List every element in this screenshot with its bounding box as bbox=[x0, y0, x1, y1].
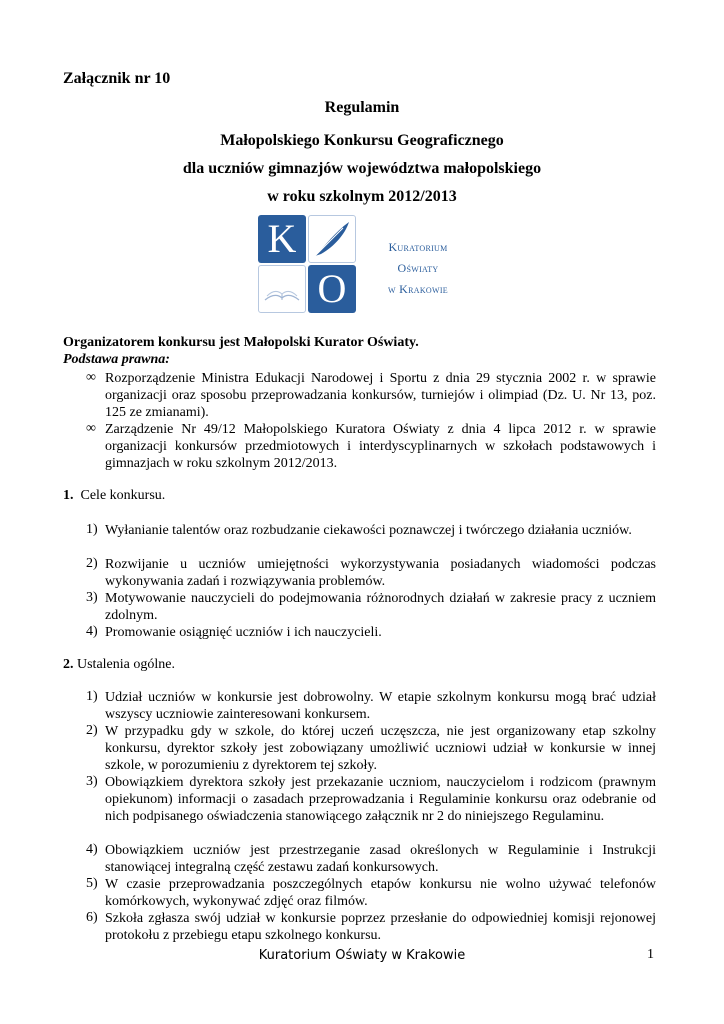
item-text: Obowiązkiem uczniów jest przestrzeganie zasad określonych w Regulaminie i Instrukcji stanowiącej integralną część zestawu zadań konkursowych. bbox=[105, 843, 656, 875]
title-line-1: Regulamin bbox=[324, 99, 400, 116]
legal-basis-item bbox=[86, 370, 656, 421]
item-number: 1) bbox=[86, 689, 98, 704]
section-1-heading bbox=[63, 488, 165, 504]
section-1-title: Cele konkursu. bbox=[80, 488, 166, 503]
item-number: 2) bbox=[86, 723, 98, 738]
section-2-title: Ustalenia ogólne. bbox=[77, 657, 175, 672]
title-line-2: Małopolskiego Konkursu Geograficznego bbox=[220, 132, 504, 149]
logo-text-line-2: Oświaty bbox=[397, 261, 439, 275]
logo-text-line-3: w Krakowie bbox=[388, 282, 448, 296]
logo-o-tile: O bbox=[308, 265, 356, 313]
legal-basis-text: Rozporządzenie Ministra Edukacji Narodowej i Sportu z dnia 29 stycznia 2002 r. w sprawie organizacji oraz sposobu przeprowadzania konkursów, turniejów i olimpiad (Dz. U. Nr 13, poz. 125 ze zmianami). bbox=[105, 371, 656, 420]
legal-basis-item bbox=[86, 421, 656, 472]
item-text: Motywowanie nauczycieli do podejmowania różnorodnych działań w zakresie pracy z uczniem zdolnym. bbox=[105, 591, 656, 623]
logo-k-tile: K bbox=[258, 215, 306, 263]
annex-label: Załącznik nr 10 bbox=[63, 70, 171, 87]
list-item bbox=[86, 876, 656, 910]
item-number: 1) bbox=[86, 522, 98, 537]
item-number: 2) bbox=[86, 556, 98, 571]
kuratorium-logo bbox=[258, 215, 468, 325]
section-2-number: 2. bbox=[63, 657, 74, 672]
item-text: W czasie przeprowadzania poszczególnych etapów konkursu nie wolno używać telefonów komórkowych, wykonywać zdjęć oraz filmów. bbox=[105, 877, 656, 909]
list-item bbox=[86, 522, 656, 539]
organizer-statement: Organizatorem konkursu jest Małopolski Kurator Oświaty. bbox=[63, 335, 419, 350]
list-item bbox=[86, 774, 656, 825]
page-number: 1 bbox=[647, 947, 654, 962]
item-number: 4) bbox=[86, 624, 98, 639]
feather-icon bbox=[308, 215, 356, 263]
legal-basis-label: Podstawa prawna: bbox=[63, 352, 170, 367]
list-item bbox=[86, 590, 656, 624]
item-number: 3) bbox=[86, 774, 98, 789]
section-2-heading bbox=[63, 657, 175, 673]
logo-wordmark bbox=[373, 237, 463, 300]
page-footer: Kuratorium Oświaty w Krakowie bbox=[258, 948, 466, 963]
item-text: Rozwijanie u uczniów umiejętności wykorzystywania posiadanych wiadomości podczas wykonywania zadań i rozwiązywania problemów. bbox=[105, 557, 656, 589]
section-1-number: 1. bbox=[63, 488, 74, 503]
item-text: Obowiązkiem dyrektora szkoły jest przekazanie uczniom, nauczycielom i rodzicom (prawnym opiekunom) informacji o zasadach przeprowadzania i Regulaminie konkursu oraz odebranie od nich podpisanego oświadczenia stanowiącego załącznik nr 2 do niniejszego Regulaminu. bbox=[105, 775, 656, 824]
item-number: 4) bbox=[86, 842, 98, 857]
item-text: Promowanie osiągnięć uczniów i ich nauczycieli. bbox=[105, 625, 382, 640]
book-icon bbox=[258, 265, 306, 313]
list-item bbox=[86, 689, 656, 723]
item-text: Udział uczniów w konkursie jest dobrowolny. W etapie szkolnym konkursu mogą brać udział wszyscy uczniowie zainteresowani konkursem. bbox=[105, 690, 656, 722]
item-number: 3) bbox=[86, 590, 98, 605]
list-item bbox=[86, 624, 656, 641]
item-number: 6) bbox=[86, 910, 98, 925]
list-item bbox=[86, 910, 656, 944]
infinity-bullet-icon: ∞ bbox=[86, 421, 96, 436]
list-item bbox=[86, 842, 656, 876]
list-item bbox=[86, 556, 656, 590]
infinity-bullet-icon: ∞ bbox=[86, 370, 96, 385]
item-number: 5) bbox=[86, 876, 98, 891]
legal-basis-text: Zarządzenie Nr 49/12 Małopolskiego Kuratora Oświaty z dnia 4 lipca 2012 r. w sprawie organizacji konkursów przedmiotowych i interdyscyplinarnych w szkołach podstawowych i gimnazjach w roku szkolnym 2012/2013. bbox=[105, 422, 656, 471]
item-text: Wyłanianie talentów oraz rozbudzanie ciekawości poznawczej i twórczego działania uczniów. bbox=[105, 523, 632, 538]
logo-text-line-1: Kuratorium bbox=[388, 240, 448, 254]
title-line-4: w roku szkolnym 2012/2013 bbox=[267, 188, 457, 205]
item-text: Szkoła zgłasza swój udział w konkursie poprzez przesłanie do odpowiedniej komisji rejonowej protokołu z przebiegu etapu szkolnego konkursu. bbox=[105, 911, 656, 943]
list-item bbox=[86, 723, 656, 774]
title-line-3: dla uczniów gimnazjów województwa małopolskiego bbox=[182, 160, 542, 177]
item-text: W przypadku gdy w szkole, do której uczeń uczęszcza, nie jest organizowany etap szkolny konkursu, dyrektor szkoły jest zobowiązany umożliwić uczniowi udział w konkursie w innej szkole, w porozumieniu z dyrektorem tej szkoły. bbox=[105, 724, 656, 773]
